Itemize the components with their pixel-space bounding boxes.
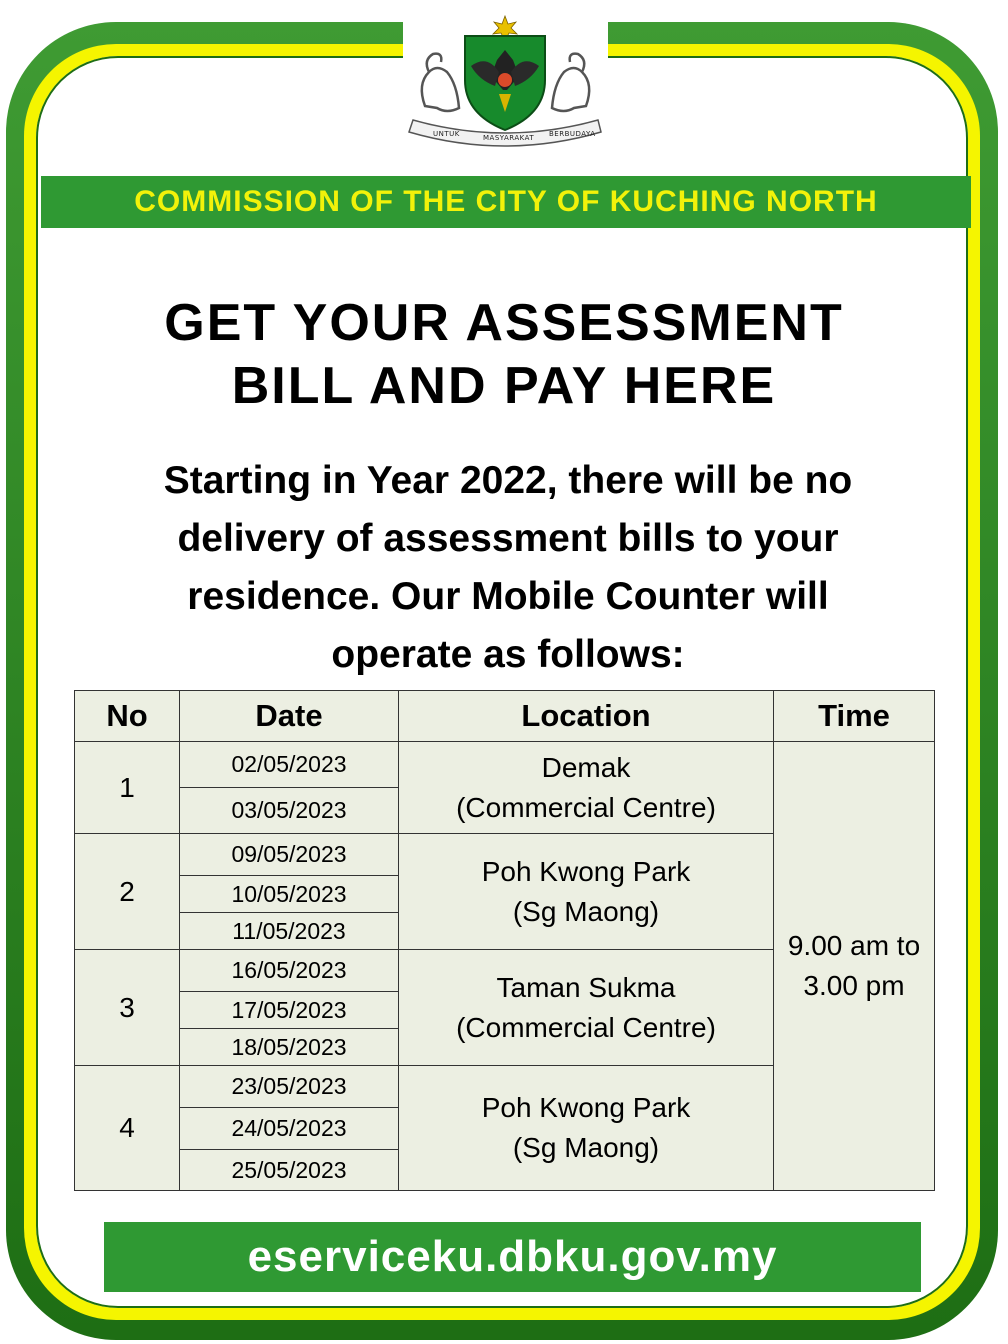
location-line-2: (Commercial Centre) xyxy=(456,791,716,823)
crest-emblem xyxy=(403,14,608,154)
table-row xyxy=(75,742,935,788)
eservice-url-link[interactable]: eserviceku.dbku.gov.my xyxy=(104,1222,921,1292)
row-location xyxy=(399,742,774,834)
page-title xyxy=(60,292,948,418)
title-line-2: BILL AND PAY HERE xyxy=(231,357,777,415)
row-date: 24/05/2023 xyxy=(180,1108,399,1150)
location-line-2: (Sg Maong) xyxy=(512,1132,660,1163)
title-line-1: GET YOUR ASSESSMENT xyxy=(164,294,844,352)
location-line-2: (Commercial Centre) xyxy=(456,1011,716,1043)
notice-line-3: residence. Our Mobile Counter will xyxy=(187,575,829,618)
row-date: 25/05/2023 xyxy=(180,1150,399,1191)
row-location xyxy=(399,1066,774,1191)
location-line-1: Poh Kwong Park xyxy=(481,1092,691,1123)
row-no: 1 xyxy=(75,742,180,834)
header-date: Date xyxy=(180,691,399,742)
crest-motto-1: UNTUK xyxy=(433,130,460,138)
location-line-1: Demak xyxy=(541,751,631,783)
location-line-2: (Sg Maong) xyxy=(512,895,660,927)
notice-line-4: operate as follows: xyxy=(331,633,685,676)
row-no: 2 xyxy=(75,834,180,950)
row-date: 16/05/2023 xyxy=(180,950,399,992)
header-no: No xyxy=(75,691,180,742)
notice-line-2: delivery of assessment bills to your xyxy=(177,517,839,560)
row-date: 23/05/2023 xyxy=(180,1066,399,1108)
crest-motto-2: MASYARAKAT xyxy=(483,134,535,142)
location-line-1: Poh Kwong Park xyxy=(481,855,691,887)
row-time xyxy=(774,742,935,1191)
header-location: Location xyxy=(399,691,774,742)
row-no: 3 xyxy=(75,950,180,1066)
row-no: 4 xyxy=(75,1066,180,1191)
row-date: 09/05/2023 xyxy=(180,834,399,876)
row-date: 02/05/2023 xyxy=(180,742,399,788)
crest-motto-3: BERBUDAYA xyxy=(549,130,596,138)
time-line-2: 3.00 pm xyxy=(803,970,905,1001)
row-location xyxy=(399,834,774,950)
time-line-1: 9.00 am to xyxy=(787,930,921,961)
notice-line-1: Starting in Year 2022, there will be no xyxy=(163,459,853,502)
table-header-row xyxy=(75,691,935,742)
row-date: 18/05/2023 xyxy=(180,1029,399,1066)
notice-text xyxy=(100,452,916,684)
row-location xyxy=(399,950,774,1066)
commission-banner: COMMISSION OF THE CITY OF KUCHING NORTH xyxy=(41,176,971,228)
row-date: 10/05/2023 xyxy=(180,876,399,913)
location-line-1: Taman Sukma xyxy=(496,971,676,1003)
header-time: Time xyxy=(774,691,935,742)
row-date: 11/05/2023 xyxy=(180,913,399,950)
row-date: 03/05/2023 xyxy=(180,788,399,834)
row-date: 17/05/2023 xyxy=(180,992,399,1029)
mobile-counter-schedule-table xyxy=(74,690,935,1191)
